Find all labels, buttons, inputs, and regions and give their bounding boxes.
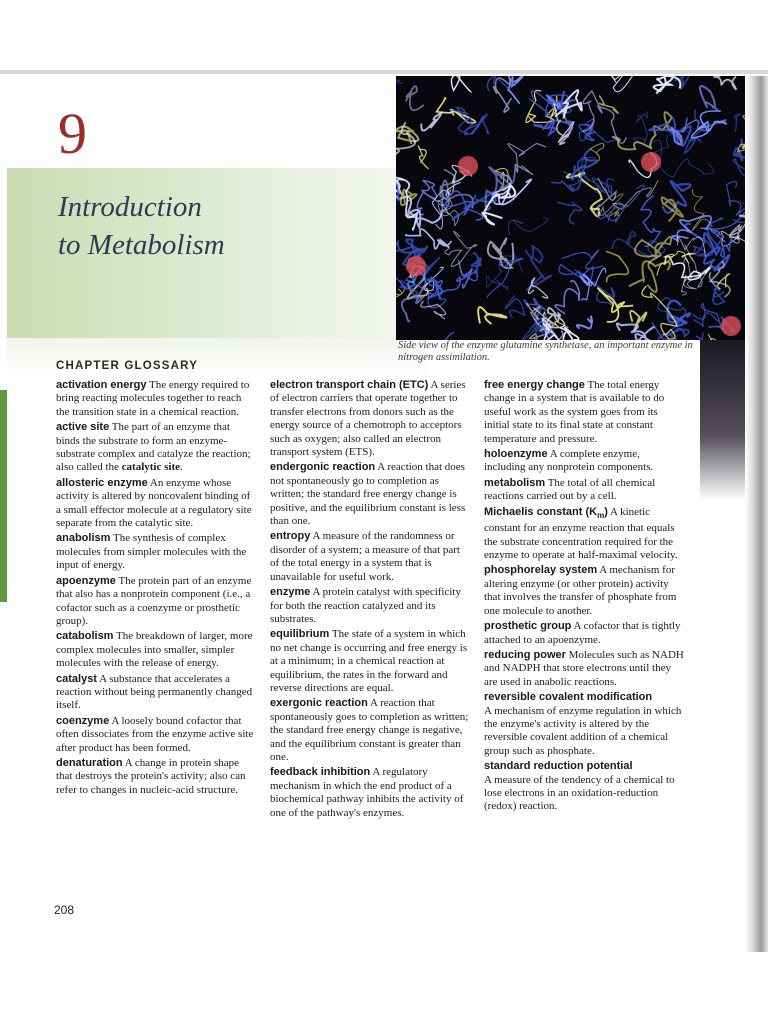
glossary-entry bbox=[56, 630, 254, 670]
protein-ribbon-strand bbox=[611, 76, 637, 92]
protein-ribbon-strand bbox=[735, 114, 741, 132]
protein-structure-image bbox=[396, 76, 760, 340]
chapter-title-line-1: Introduction bbox=[58, 191, 202, 223]
chapter-header-fade bbox=[7, 338, 427, 378]
glossary-term bbox=[484, 506, 608, 518]
protein-ribbon-strand bbox=[525, 246, 551, 290]
glossary-definition: The energy required to bring reacting molecules together to reach the transition state in a chemical reaction. bbox=[56, 379, 250, 418]
chapter-title bbox=[58, 188, 378, 264]
protein-ribbon-strand bbox=[597, 185, 644, 222]
glossary-entry bbox=[484, 448, 684, 475]
glossary-definition: A reaction that spontaneously goes to completion as written; the standard free energy change is negative, and the equilibrium constant is greater than one. bbox=[270, 697, 469, 763]
protein-ribbon-strand bbox=[629, 261, 670, 286]
glossary-entry bbox=[270, 628, 470, 695]
glossary-definition: A measure of the tendency of a chemical to lose electrons in an oxidation-reduction (redox) reaction. bbox=[484, 773, 675, 813]
protein-ribbon-strand bbox=[451, 76, 471, 92]
glossary-entry bbox=[484, 760, 684, 814]
glossary-heading: CHAPTER GLOSSARY bbox=[56, 360, 199, 372]
glossary-definition: The total energy change in a system that is available to do useful work as the system goes from its initial state to its final state at constant temperature and pressure. bbox=[484, 379, 665, 445]
glossary-term: holoenzyme bbox=[484, 448, 548, 461]
glossary-term: active site bbox=[56, 421, 110, 434]
glossary-definition: The part of an enzyme that binds the substrate to form an enzyme-substrate complex and catalyze the reaction; also called the bbox=[56, 421, 251, 474]
glossary-term: metabolism bbox=[484, 476, 546, 489]
glossary-definition: The total of all chemical reactions carried out by a cell. bbox=[484, 476, 656, 503]
glossary-term: reducing power bbox=[484, 648, 566, 661]
glossary-entry bbox=[56, 673, 254, 713]
protein-ribbon-strand bbox=[600, 194, 623, 217]
protein-ribbon-strand bbox=[692, 304, 721, 330]
glossary-term-subscript: m bbox=[597, 510, 605, 520]
chapter-number: 9 bbox=[58, 101, 87, 166]
protein-ribbon-strand bbox=[598, 288, 633, 322]
glossary-entry bbox=[270, 530, 470, 584]
glossary-definition: A loosely bound cofactor that often dissociates from the enzyme active site after product has been formed. bbox=[56, 714, 254, 754]
glossary-definition: A complete enzyme, including any nonprotein components. bbox=[484, 448, 654, 474]
glossary-term: standard reduction potential bbox=[484, 760, 633, 773]
glossary-term-text: Michaelis constant (K bbox=[484, 505, 598, 518]
glossary-entry bbox=[56, 532, 254, 572]
protein-ribbon-strand bbox=[505, 295, 525, 318]
protein-ribbon-strand bbox=[557, 202, 581, 224]
protein-ribbon-strand bbox=[432, 332, 454, 340]
glossary-term: electron transport chain (ETC) bbox=[270, 379, 429, 391]
glossary-term: catabolism bbox=[56, 630, 114, 643]
protein-ribbon-strand bbox=[508, 144, 546, 175]
metal-ion-sphere bbox=[406, 256, 426, 276]
protein-ribbon-strand bbox=[555, 281, 579, 314]
protein-ribbon-strand bbox=[478, 307, 506, 324]
protein-ribbon-strand bbox=[471, 253, 480, 273]
protein-ribbon-strand bbox=[700, 86, 718, 110]
glossary-definition: The synthesis of complex molecules from simpler molecules with the input of energy. bbox=[56, 532, 247, 572]
glossary-term: phosphorelay system bbox=[484, 564, 598, 577]
glossary-definition: A mechanism for altering enzyme (or other protein) activity that involves the transfer of phosphate from one molecule to another. bbox=[484, 564, 677, 617]
glossary-definition: The protein part of an enzyme that also has a nonprotein component (i.e., a cofactor such as a coenzyme or prosthetic group). bbox=[56, 574, 252, 627]
glossary-entry bbox=[56, 575, 254, 629]
glossary-definition: A series of electron carriers that operate together to transfer electrons from donors such as the energy source of a chemotroph to acceptors such as oxygen; also called an electron transport system (ETS). bbox=[270, 379, 466, 459]
glossary-entry bbox=[270, 461, 470, 528]
glossary-term: anabolism bbox=[56, 532, 111, 545]
glossary-definition: A kinetic constant for an enzyme reaction that equals the substrate concentration required for the enzyme to operate at half-maximal velocity. bbox=[484, 505, 678, 562]
page-number: 208 bbox=[54, 903, 75, 917]
glossary-term: activation energy bbox=[56, 379, 147, 391]
glossary-entry bbox=[270, 379, 470, 459]
figure-caption: Side view of the enzyme glutamine synthetase, an important enzyme in nitrogen assimilation. bbox=[398, 340, 693, 363]
glossary-column-2 bbox=[270, 379, 470, 822]
protein-ribbon-strand bbox=[396, 179, 442, 227]
protein-ribbon-strand bbox=[606, 251, 628, 282]
glossary-definition: A regulatory mechanism in which the end product of a biochemical pathway inhibits the activity of one of the pathway's enzymes. bbox=[270, 766, 464, 819]
glossary-entry bbox=[270, 586, 470, 626]
protein-ribbon-strand bbox=[445, 231, 477, 266]
glossary-entry bbox=[56, 757, 254, 797]
protein-ribbon-strand bbox=[396, 76, 402, 83]
glossary-definition: A protein catalyst with specificity for both the reaction catalyzed and its substrates. bbox=[270, 586, 461, 625]
glossary-term: exergonic reaction bbox=[270, 697, 368, 710]
protein-ribbon-strand bbox=[617, 324, 662, 341]
glossary-definition: A reaction that does not spontaneously go to completion as written; the standard free energy change is positive, and the equilibrium constant is less than one. bbox=[270, 461, 466, 528]
metal-ion-sphere bbox=[721, 316, 741, 336]
protein-ribbon-strand bbox=[641, 196, 660, 247]
glossary-entry bbox=[56, 421, 254, 475]
protein-ribbon-strand bbox=[668, 301, 690, 326]
protein-ribbon-strand bbox=[710, 272, 730, 289]
protein-ribbon-strand bbox=[711, 76, 737, 90]
glossary-entry bbox=[484, 691, 684, 758]
protein-ribbon-strand bbox=[396, 177, 417, 230]
glossary-term: apoenzyme bbox=[56, 574, 116, 587]
glossary-term: coenzyme bbox=[56, 714, 110, 727]
glossary-column-3 bbox=[484, 379, 684, 816]
glossary-term: entropy bbox=[270, 530, 311, 543]
glossary-term: equilibrium bbox=[270, 628, 330, 641]
glossary-term: free energy change bbox=[484, 379, 585, 391]
protein-ribbon-strand bbox=[534, 121, 555, 135]
protein-ribbon-illustration bbox=[396, 76, 760, 340]
book-binding-shadow bbox=[745, 76, 768, 952]
protein-ribbon-strand bbox=[406, 86, 424, 110]
chapter-side-tab bbox=[0, 390, 7, 602]
glossary-term: allosteric enzyme bbox=[56, 476, 148, 489]
metal-ion-sphere bbox=[458, 156, 478, 176]
protein-ribbon-strand bbox=[654, 76, 681, 93]
protein-ribbon-strand bbox=[505, 76, 524, 104]
glossary-entry bbox=[56, 477, 254, 531]
glossary-entry bbox=[484, 379, 684, 446]
glossary-term-end: ) bbox=[604, 505, 608, 518]
glossary-definition-end: . bbox=[180, 461, 183, 474]
glossary-definition: A measure of the randomness or disorder of a system; a measure of that part of the total energy in a system that is unavailable for useful work. bbox=[270, 530, 460, 583]
metal-ion-sphere bbox=[641, 152, 661, 172]
protein-ribbon-strand bbox=[508, 218, 547, 235]
glossary-definition-bold: catalytic site bbox=[121, 461, 181, 474]
glossary-entry bbox=[484, 477, 684, 504]
glossary-term: prosthetic group bbox=[484, 620, 572, 633]
protein-ribbon-strand bbox=[421, 113, 441, 131]
glossary-term: catalyst bbox=[56, 672, 97, 685]
protein-ribbon-strand bbox=[721, 240, 732, 257]
glossary-entry bbox=[270, 697, 470, 764]
protein-ribbon-strand bbox=[428, 271, 477, 298]
chapter-title-line-2: to Metabolism bbox=[58, 229, 225, 261]
protein-ribbon-strand bbox=[651, 130, 714, 176]
glossary-definition: The breakdown of larger, more complex molecules into smaller, simpler molecules with the release of energy. bbox=[56, 630, 253, 670]
glossary-entry bbox=[56, 379, 254, 419]
glossary-entry bbox=[56, 715, 254, 755]
protein-ribbon-strand bbox=[562, 250, 603, 269]
glossary-entry bbox=[484, 620, 684, 647]
glossary-term: reversible covalent modification bbox=[484, 691, 653, 704]
protein-ribbon-strand bbox=[418, 146, 428, 169]
glossary-definition: Molecules such as NADH and NADPH that store electrons until they are used in anabolic reactions. bbox=[484, 648, 684, 688]
protein-ribbon-strand bbox=[577, 316, 592, 329]
glossary-term: denaturation bbox=[56, 756, 123, 769]
glossary-definition: A substance that accelerates a reaction without being permanently changed itself. bbox=[56, 672, 253, 712]
glossary-entry bbox=[270, 766, 470, 820]
glossary-definition: An enzyme whose activity is altered by noncovalent binding of a small effector molecule at a regulatory site separate from the catalytic site. bbox=[56, 476, 252, 530]
glossary-entry bbox=[484, 506, 684, 563]
glossary-term: endergonic reaction bbox=[270, 461, 376, 474]
glossary-column-1 bbox=[56, 379, 254, 799]
glossary-definition: The state of a system in which no net change is occurring and free energy is at a minimum; in a chemical reaction at equilibrium, the rates in the forward and reverse directions are equal. bbox=[270, 628, 468, 694]
page-top-edge bbox=[0, 70, 768, 74]
glossary-term: enzyme bbox=[270, 586, 311, 599]
glossary-definition: A cofactor that is tightly attached to an apoenzyme. bbox=[484, 620, 681, 646]
glossary-entry bbox=[484, 564, 684, 618]
glossary-definition: A change in protein shape that destroys the protein's activity; also can refer to changes in nucleic-acid structure. bbox=[56, 756, 246, 796]
glossary-term: feedback inhibition bbox=[270, 766, 371, 779]
glossary-definition: A mechanism of enzyme regulation in which the enzyme's activity is altered by the reversible covalent addition of a chemical group such as phosphate. bbox=[484, 704, 682, 757]
glossary-entry bbox=[484, 649, 684, 689]
protein-ribbon-strand bbox=[487, 258, 522, 297]
